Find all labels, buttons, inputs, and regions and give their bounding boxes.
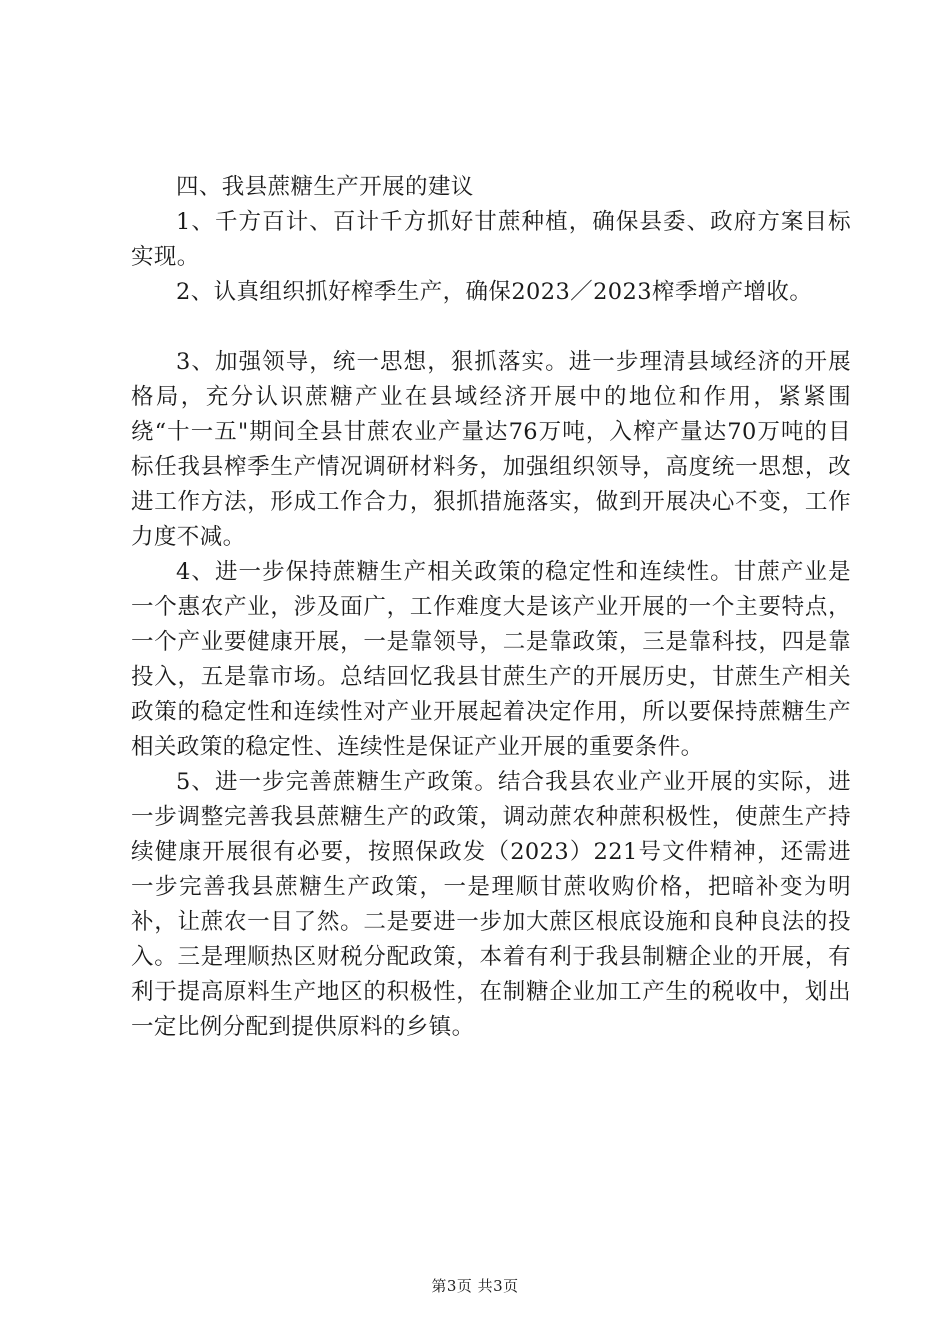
paragraph-5: 5、进一步完善蔗糖生产政策。结合我县农业产业开展的实际，进一步调整完善我县蔗糖生产的政策，调动蔗农种蔗积极性，使蔗生产持续健康开展很有必要，按照保政发（2023）221号文件精神，还需进一步完善我县蔗糖生产政策，一是理顺甘蔗收购价格，把暗补变为明补，让蔗农一目了然。二是要进一步加大蔗区根底设施和良种良法的投入。三是理顺热区财税分配政策，本着有利于我县制糖企业的开展，有利于提高原料生产地区的积极性，在制糖企业加工产生的税收中，划出一定比例分配到提供原料的乡镇。	[131, 769, 851, 1040]
document-body	[131, 170, 851, 1045]
paragraph-1: 1、千方百计、百计千方抓好甘蔗种植，确保县委、政府方案目标实现。	[131, 209, 851, 270]
paragraph-spacer	[131, 310, 851, 345]
paragraph-3: 3、加强领导，统一思想，狠抓落实。进一步理清县域经济的开展格局，充分认识蔗糖产业在县域经济开展中的地位和作用，紧紧围绕“十一五"期间全县甘蔗农业产量达76万吨，入榨产量达70万吨的目标任我县榨季生产情况调研材料务，加强组织领导，高度统一思想，改进工作方法，形成工作合力，狠抓措施落实，做到开展决心不变，工作力度不减。	[131, 349, 851, 550]
paragraph-2: 2、认真组织抓好榨季生产，确保2023／2023榨季增产增收。	[176, 279, 813, 305]
paragraph-4: 4、进一步保持蔗糖生产相关政策的稳定性和连续性。甘蔗产业是一个惠农产业，涉及面广，工作难度大是该产业开展的一个主要特点，一个产业要健康开展，一是靠领导，二是靠政策，三是靠科技，四是靠投入，五是靠市场。总结回忆我县甘蔗生产的开展历史，甘蔗生产相关政策的稳定性和连续性对产业开展起着决定作用，所以要保持蔗糖生产相关政策的稳定性、连续性是保证产业开展的重要条件。	[131, 559, 851, 760]
section-heading: 四、我县蔗糖生产开展的建议	[176, 174, 474, 200]
page-number-footer: 第3页 共3页	[431, 1277, 519, 1295]
